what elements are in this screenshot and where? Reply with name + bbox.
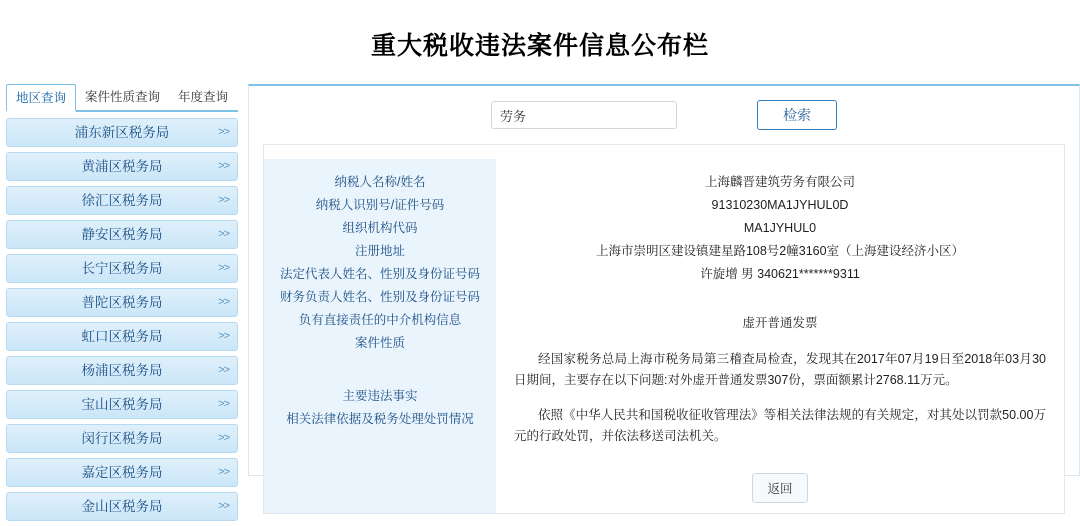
value-legal-rep: 许旋增 男 340621*******9311	[700, 267, 860, 281]
label-case-nature: 案件性质	[354, 336, 405, 350]
value-spacer	[514, 286, 1046, 308]
chevron-right-icon: >>	[218, 500, 229, 512]
chevron-right-icon: >>	[218, 296, 229, 308]
search-button[interactable]: 检索	[757, 100, 837, 130]
detail-values	[496, 159, 1064, 513]
value-registered-address: 上海市崇明区建设镇建星路108号2幢3160室（上海建设经济小区）	[595, 244, 965, 258]
sidebar-item-pudong[interactable]	[6, 118, 238, 147]
sidebar-item-huangpu[interactable]	[6, 152, 238, 181]
sidebar-item-minhang[interactable]	[6, 424, 238, 453]
chevron-right-icon: >>	[218, 228, 229, 240]
tab-year-query[interactable]: 年度查询	[178, 90, 229, 104]
region-label: 徐汇区税务局	[81, 193, 163, 208]
region-label: 嘉定区税务局	[81, 465, 163, 480]
sidebar	[6, 84, 238, 526]
detail-labels	[264, 159, 496, 513]
chevron-right-icon: >>	[218, 194, 229, 206]
region-label: 黄浦区税务局	[81, 159, 163, 174]
tab-region-query[interactable]: 地区查询	[6, 84, 76, 112]
region-label: 宝山区税务局	[81, 397, 163, 412]
sidebar-tabs	[6, 84, 238, 112]
case-detail-card	[263, 144, 1065, 514]
label-agency-info: 负有直接责任的中介机构信息	[298, 313, 462, 327]
label-registered-address: 注册地址	[354, 244, 405, 258]
sidebar-item-hongkou[interactable]	[6, 322, 238, 351]
value-taxpayer-id: 91310230MA1JYHUL0D	[711, 198, 849, 212]
main-panel	[248, 84, 1080, 496]
value-case-nature: 虚开普通发票	[742, 316, 818, 330]
region-label: 普陀区税务局	[81, 295, 163, 310]
chevron-right-icon: >>	[218, 398, 229, 410]
search-input[interactable]	[491, 101, 677, 129]
region-label: 长宁区税务局	[81, 261, 163, 276]
sidebar-item-jiading[interactable]	[6, 458, 238, 487]
region-label: 闵行区税务局	[81, 431, 163, 446]
label-finance-officer: 财务负责人姓名、性别及身份证号码	[279, 290, 480, 304]
sidebar-item-jinshan[interactable]	[6, 492, 238, 521]
value-main-facts: 经国家税务总局上海市税务局第三稽查局检查，发现其在2017年07月19日至2018年03月30日期间，主要存在以下问题:对外虚开普通发票307份，票面额累计2768.11万元。	[514, 352, 1046, 387]
sidebar-item-putuo[interactable]	[6, 288, 238, 317]
value-org-code: MA1JYHUL0	[743, 221, 817, 235]
region-label: 静安区税务局	[81, 227, 163, 242]
sidebar-item-xuhui[interactable]	[6, 186, 238, 215]
chevron-right-icon: >>	[218, 466, 229, 478]
chevron-right-icon: >>	[218, 364, 229, 376]
region-label: 金山区税务局	[81, 499, 163, 514]
chevron-right-icon: >>	[218, 262, 229, 274]
chevron-right-icon: >>	[218, 126, 229, 138]
region-label: 虹口区税务局	[81, 329, 163, 344]
content-area	[0, 84, 1080, 526]
sidebar-item-jingan[interactable]	[6, 220, 238, 249]
back-button[interactable]: 返回	[752, 473, 807, 503]
region-label: 浦东新区税务局	[74, 125, 170, 140]
tab-case-nature-query[interactable]: 案件性质查询	[85, 90, 161, 104]
region-list	[6, 118, 238, 521]
page-title: 重大税收违法案件信息公布栏	[370, 32, 709, 60]
chevron-right-icon: >>	[218, 432, 229, 444]
value-taxpayer-name: 上海麟晋建筑劳务有限公司	[704, 175, 855, 189]
chevron-right-icon: >>	[218, 160, 229, 172]
value-legal-basis: 依照《中华人民共和国税收征收管理法》等相关法律法规的有关规定，对其处以罚款50.00万元的行政处罚，并依法移送司法机关。	[514, 408, 1046, 443]
sidebar-item-baoshan[interactable]	[6, 390, 238, 419]
search-bar	[249, 86, 1079, 142]
label-taxpayer-id: 纳税人识别号/证件号码	[315, 198, 445, 212]
label-main-facts: 主要违法事实	[342, 389, 418, 403]
label-legal-basis: 相关法律依据及税务处理处罚情况	[286, 412, 474, 426]
back-button-wrap	[514, 473, 1046, 503]
chevron-right-icon: >>	[218, 330, 229, 342]
label-taxpayer-name: 纳税人名称/姓名	[334, 175, 426, 189]
sidebar-item-changning[interactable]	[6, 254, 238, 283]
label-org-code: 组织机构代码	[342, 221, 418, 235]
label-legal-rep: 法定代表人姓名、性别及身份证号码	[279, 267, 480, 281]
region-label: 杨浦区税务局	[81, 363, 163, 378]
sidebar-item-yangpu[interactable]	[6, 356, 238, 385]
